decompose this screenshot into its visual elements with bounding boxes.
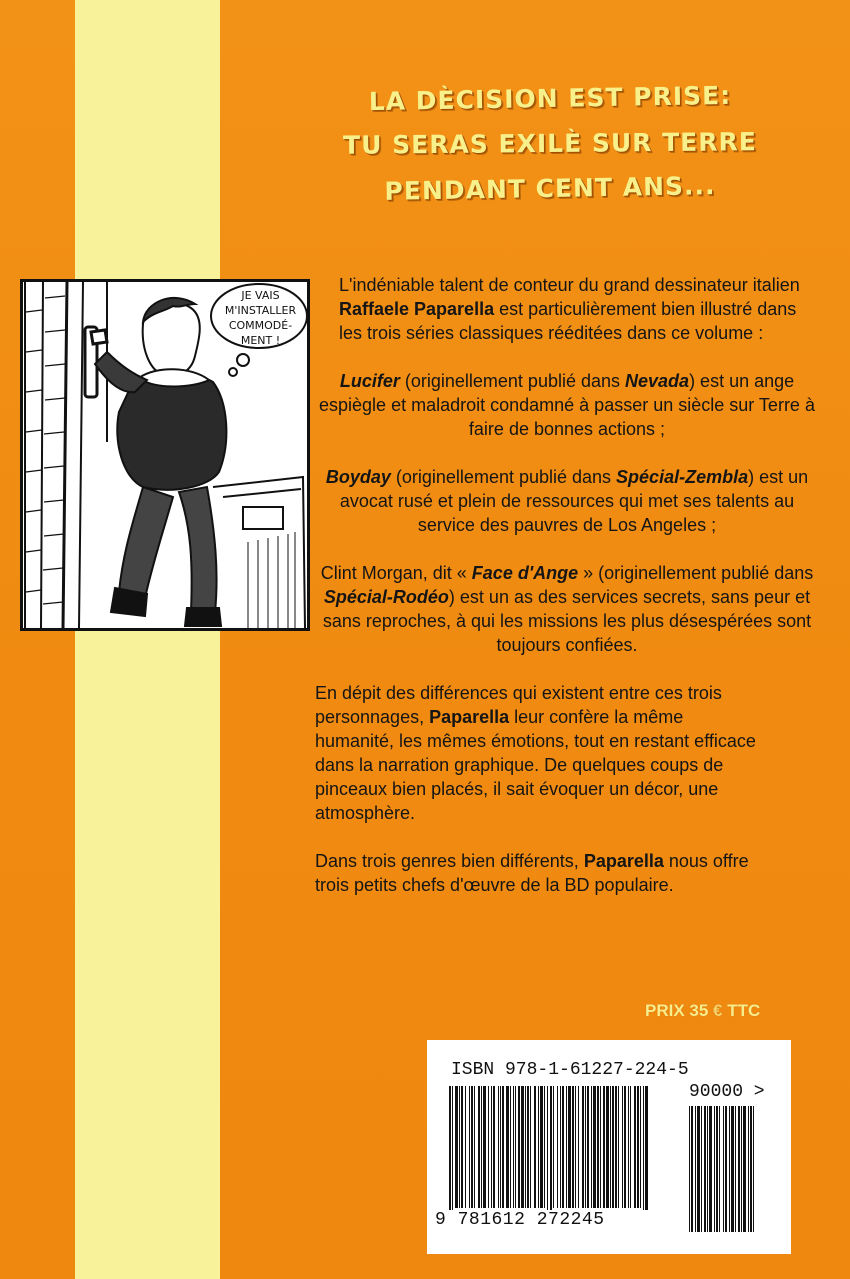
- barcode-bar: [748, 1106, 749, 1232]
- emphasis-text: Boyday: [325, 467, 391, 487]
- barcode-bar: [478, 1086, 480, 1208]
- barcode-bar: [500, 1086, 501, 1208]
- blurb: [317, 273, 817, 921]
- barcode-bar: [610, 1086, 611, 1208]
- barcode-bar: [481, 1086, 482, 1208]
- barcode-bar: [634, 1086, 636, 1208]
- barcode-bar: [753, 1106, 754, 1232]
- price-suffix: TTC: [727, 1001, 761, 1020]
- blurb-paragraph-2: [317, 369, 817, 441]
- blurb-paragraph-6: [315, 849, 775, 897]
- blurb-paragraph-5: [315, 681, 760, 825]
- paragraph-text: est particulièrement bien illustré dans les trois séries classiques rééditées dans ce volume :: [339, 299, 797, 343]
- barcode-bar: [707, 1106, 708, 1232]
- barcode-bar: [547, 1086, 548, 1218]
- barcode-bar: [498, 1086, 499, 1208]
- paragraph-text: » (originellement publié dans: [578, 563, 814, 583]
- emphasis-text: Spécial-Rodéo: [323, 587, 449, 607]
- barcode-bar: [600, 1086, 601, 1208]
- barcode-digits: 9 781612 272245: [435, 1210, 675, 1230]
- barcode-box: [427, 1040, 791, 1254]
- barcode-bar: [525, 1086, 526, 1208]
- barcode-bar: [469, 1086, 470, 1208]
- barcode-bar: [697, 1106, 700, 1232]
- barcode-bar: [483, 1086, 486, 1208]
- balloon-line: MENT !: [240, 334, 281, 347]
- balloon-line: COMMODÉ-: [228, 319, 293, 332]
- barcode-bar: [502, 1086, 504, 1208]
- barcode-bar: [637, 1086, 639, 1208]
- barcode-bar: [506, 1086, 509, 1208]
- barcode-bar: [725, 1106, 727, 1232]
- blurb-paragraph-3: [317, 465, 817, 537]
- barcode-bar: [534, 1086, 536, 1208]
- price-amount: PRIX 35: [645, 1001, 709, 1020]
- barcode-bar: [452, 1086, 453, 1218]
- barcode-bar: [540, 1086, 543, 1208]
- tagline-line-2: TU SERAS EXILÈ SUR TERRE: [342, 127, 758, 160]
- barcode-bar: [568, 1086, 571, 1208]
- emphasis-text: Raffaele Paparella: [339, 299, 495, 319]
- barcode-bar: [553, 1086, 554, 1208]
- barcode-bar: [603, 1086, 605, 1208]
- barcode-bar: [689, 1106, 690, 1232]
- barcode-bar: [566, 1086, 567, 1208]
- barcode-bar: [471, 1086, 473, 1208]
- barcode-bar: [741, 1106, 742, 1232]
- barcode-bar: [630, 1086, 631, 1208]
- yellow-stripe: [75, 0, 220, 1279]
- paragraph-text: L'indéniable talent de conteur du grand dessinateur italien: [339, 275, 800, 295]
- emphasis-text: Face d'Ange: [471, 563, 579, 583]
- paragraph-text: (originellement publié dans: [390, 467, 617, 487]
- paragraph-text: ) est un as des services secrets, sans peur et sans reproches, à qui les missions les plus désespérées sont toujours confiées.: [322, 587, 812, 655]
- barcode-bar: [709, 1106, 712, 1232]
- barcode-bar: [530, 1086, 531, 1208]
- speech-balloon-text: [213, 288, 308, 348]
- barcode-bar: [695, 1106, 696, 1232]
- blurb-paragraph-4: [317, 561, 817, 657]
- comic-panel: [20, 279, 310, 631]
- balloon-line: JE VAIS: [241, 289, 280, 302]
- barcode-bar: [597, 1086, 599, 1208]
- barcode-bar: [557, 1086, 558, 1208]
- barcode-bar: [723, 1106, 724, 1232]
- barcode-bar: [591, 1086, 592, 1208]
- barcode-bar: [582, 1086, 584, 1208]
- barcode-bar: [538, 1086, 539, 1208]
- barcode-bar: [544, 1086, 545, 1208]
- barcode-bar: [624, 1086, 626, 1208]
- barcode-bar: [515, 1086, 516, 1208]
- barcode-bar: [587, 1086, 589, 1208]
- barcode-bar: [628, 1086, 629, 1208]
- paragraph-text: Clint Morgan, dit «: [320, 563, 472, 583]
- emphasis-text: Spécial-Zembla: [616, 467, 749, 487]
- barcode-bar: [645, 1086, 648, 1218]
- barcode-bar: [513, 1086, 514, 1208]
- barcode-bar: [704, 1106, 706, 1232]
- barcode-price-code: 90000 >: [689, 1082, 765, 1102]
- balloon-line: M'INSTALLER: [224, 304, 297, 317]
- barcode-bar: [622, 1086, 623, 1208]
- barcode-bar: [714, 1106, 715, 1232]
- barcode-bar: [461, 1086, 463, 1208]
- barcode-bar: [593, 1086, 596, 1208]
- barcode-bar: [488, 1086, 489, 1208]
- barcode-bar: [449, 1086, 451, 1218]
- barcode-bar: [750, 1106, 752, 1232]
- barcode-bar: [738, 1106, 740, 1232]
- barcode-bar: [493, 1086, 495, 1208]
- barcode-addon-bars: [689, 1106, 779, 1234]
- barcode-bar: [612, 1086, 614, 1208]
- barcode-bar: [455, 1086, 458, 1208]
- barcode-bar: [743, 1106, 746, 1232]
- barcode-bar: [491, 1086, 492, 1208]
- emphasis-text: Paparella: [429, 707, 510, 727]
- barcode-bar: [465, 1086, 466, 1208]
- barcode-bar: [578, 1086, 579, 1208]
- emphasis-text: Nevada: [625, 371, 690, 391]
- barcode-bar: [562, 1086, 564, 1208]
- paragraph-text: leur confère la même humanité, les mêmes émotions, tout en restant efficace dans la narration graphique. De quelques coups de pinceaux bien placés, il sait évoquer un décor, une atmosphère.: [315, 707, 756, 823]
- barcode-bar: [521, 1086, 524, 1208]
- paragraph-text: ) est un ange espiègle et maladroit condamné à passer un siècle sur Terre à faire de bonnes actions ;: [319, 371, 815, 439]
- blurb-paragraph-1: [339, 273, 809, 345]
- barcode-bar: [716, 1106, 718, 1232]
- barcode-bar: [527, 1086, 529, 1208]
- barcode-bar: [731, 1106, 734, 1232]
- barcode-bar: [643, 1086, 644, 1218]
- barcode-bar: [735, 1106, 736, 1232]
- tagline-line-1: LA DÈCISION EST PRISE:: [368, 80, 732, 117]
- barcode-bar: [560, 1086, 561, 1208]
- barcode-bar: [640, 1086, 641, 1208]
- barcode-bar: [510, 1086, 511, 1208]
- paragraph-text: ) est un avocat rusé et plein de ressources qui met ses talents au service des pauvres de Los Angeles ;: [339, 467, 809, 535]
- barcode-bar: [459, 1086, 460, 1208]
- barcode-bar: [575, 1086, 576, 1208]
- euro-icon: €: [713, 1001, 723, 1020]
- paragraph-text: Dans trois genres bien différents,: [315, 851, 584, 871]
- barcode-bar: [474, 1086, 475, 1208]
- emphasis-text: Paparella: [583, 851, 664, 871]
- barcode-bar: [719, 1106, 720, 1232]
- price-label: [645, 1001, 760, 1021]
- barcode-bar: [618, 1086, 619, 1208]
- barcode-bar: [615, 1086, 617, 1208]
- paragraph-text: En dépit des différences qui existent entre ces trois personnages,: [315, 683, 722, 727]
- barcode-bar: [606, 1086, 609, 1208]
- paragraph-text: nous offre trois petits chefs d'œuvre de la BD populaire.: [315, 851, 749, 895]
- barcode-bar: [585, 1086, 586, 1208]
- emphasis-text: Lucifer: [339, 371, 400, 391]
- barcode-bar: [550, 1086, 552, 1218]
- barcode-bar: [518, 1086, 520, 1208]
- tagline-line-3: PENDANT CENT ANS...: [384, 171, 716, 206]
- barcode-bar: [701, 1106, 702, 1232]
- barcode-bar: [572, 1086, 574, 1208]
- paragraph-text: (originellement publié dans: [399, 371, 626, 391]
- barcode-bar: [729, 1106, 730, 1232]
- isbn-label: ISBN 978-1-61227-224-5: [451, 1060, 689, 1080]
- barcode-bar: [691, 1106, 693, 1232]
- tagline: [340, 76, 760, 211]
